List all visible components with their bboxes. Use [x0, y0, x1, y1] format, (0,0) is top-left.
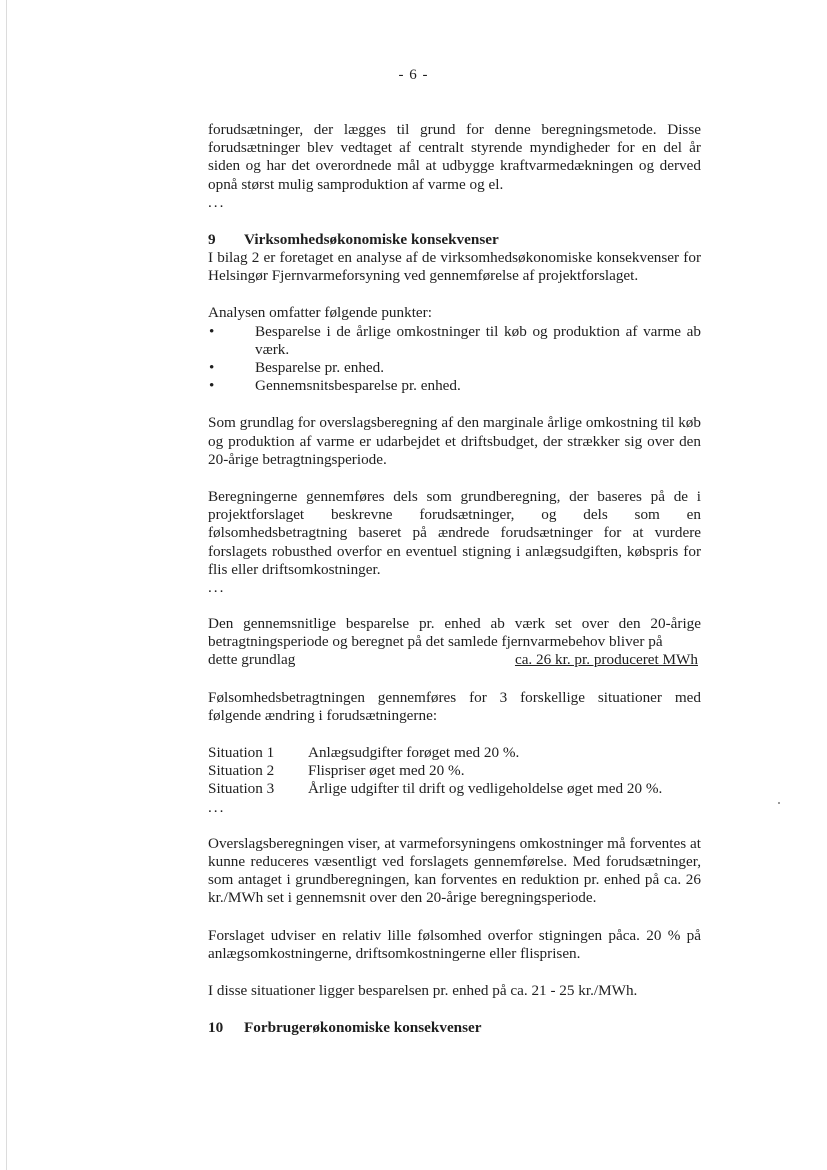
document-body — [208, 121, 701, 1037]
situation-description: Flispriser øget med 20 %. — [308, 762, 465, 780]
sensitivity-result-paragraph: Forslaget udviser en relativ lille følsomhed overfor stigningen påca. 20 % på anlægsomkostningerne, driftsomkostningerne eller flisprisen. — [208, 926, 701, 962]
situation-label: Situation 3 — [208, 780, 275, 798]
intro-ellipsis: ... — [208, 193, 226, 211]
list-item-text: Gennemsnitsbesparelse pr. enhed. — [255, 377, 461, 395]
average-value: ca. 26 kr. pr. produceret MWh — [514, 651, 698, 669]
situation-description: Anlægsudgifter forøget med 20 %. — [308, 744, 520, 762]
section-9-heading — [208, 231, 701, 249]
bullet-icon: • — [209, 359, 215, 377]
calculation-paragraph: Beregningerne gennemføres dels som grundberegning, der baseres på de i projektforslaget beskrevne forudsætninger, og dels som en følsomhedsbetragtning baseret på ændrede forudsætninger for at vurdere forslagets robusthed overfor en eventuel stigning i anlægsudgiften, købspris for flis eller driftsomkostninger. — [208, 488, 701, 578]
calculation-ellipsis: ... — [208, 579, 226, 597]
scan-speck — [778, 802, 780, 804]
average-lead: dette grundlag — [208, 651, 296, 669]
table-row — [208, 780, 662, 798]
section-10-title: Forbrugerøkonomiske konsekvenser — [244, 1019, 482, 1037]
bullet-icon: • — [209, 377, 215, 395]
section-9-intro: I bilag 2 er foretaget en analyse af de virksomhedsøkonomiske konsekvenser for Helsingør Fjernvarmeforsyning ved gennemførelse af projektforslaget. — [208, 249, 701, 285]
list-item-text: Besparelse i de årlige omkostninger til køb og produktion af varme ab værk. — [255, 322, 701, 358]
table-row — [208, 744, 662, 762]
list-item-text: Besparelse pr. enhed. — [255, 359, 385, 377]
overview-paragraph: Overslagsberegningen viser, at varmeforsyningens omkostninger må forventes at kunne reduceres væsentligt ved forslagets gennemførelse. Med forudsætninger, som antaget i grundberegningen, kan forventes en reduktion pr. enhed på ca. 26 kr./MWh set i gennemsnit over den 20-årige beregningsperiode. — [208, 834, 701, 907]
section-10-heading — [208, 1019, 701, 1037]
basis-paragraph: Som grundlag for overslagsberegning af den marginale årlige omkostning til køb og produktion af varme er udarbejdet et driftsbudget, der strækker sig over den 20-årige betragtningsperiode. — [208, 414, 701, 468]
analysis-lead: Analysen omfatter følgende punkter: — [208, 304, 432, 322]
section-9-number: 9 — [208, 230, 216, 248]
average-conclusion-line — [208, 651, 701, 669]
situations-table — [208, 744, 662, 799]
section-9-title: Virksomhedsøkonomiske konsekvenser — [244, 230, 499, 248]
intro-paragraph: forudsætninger, der lægges til grund for denne beregningsmetode. Disse forudsætninger blev vedtaget af centralt styrende myndigheder for en del år siden og har det overordnede mål at udbygge kraftvarmedækningen og derved opnå størst mulig samproduktion af varme og el. — [208, 121, 701, 193]
section-10-number: 10 — [208, 1019, 224, 1037]
situation-label: Situation 1 — [208, 744, 275, 762]
scan-edge-line — [6, 0, 7, 1170]
situation-label: Situation 2 — [208, 762, 275, 780]
page-number: - 6 - — [398, 67, 429, 83]
list-item — [208, 377, 701, 395]
sensitivity-paragraph: Følsomhedsbetragtningen gennemføres for 3 forskellige situationer med følgende ændring i forudsætningerne: — [208, 688, 701, 724]
bullet-icon: • — [209, 322, 215, 340]
list-item — [208, 323, 701, 359]
analysis-bullet-list — [208, 323, 701, 396]
situations-ellipsis: ... — [208, 798, 226, 816]
savings-range-paragraph: I disse situationer ligger besparelsen pr. enhed på ca. 21 - 25 kr./MWh. — [208, 981, 638, 999]
table-row — [208, 762, 662, 780]
list-item — [208, 359, 701, 377]
average-paragraph: Den gennemsnitlige besparelse pr. enhed ab værk set over den 20-årige betragtningsperiode og beregnet på det samlede fjernvarmebehov bliver på — [208, 615, 701, 651]
situation-description: Årlige udgifter til drift og vedligeholdelse øget med 20 %. — [308, 780, 663, 798]
